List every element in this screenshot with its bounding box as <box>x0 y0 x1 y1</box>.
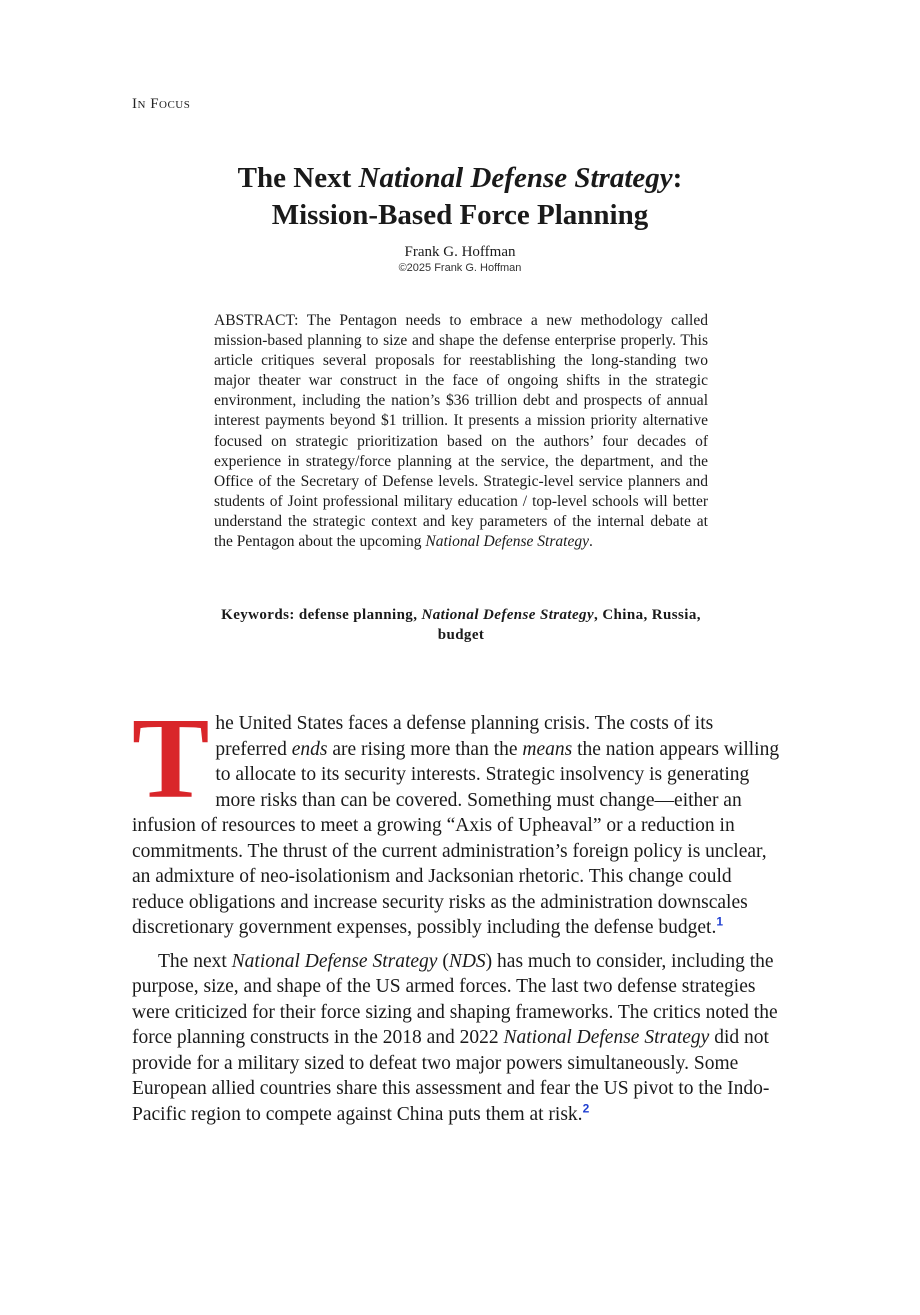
p2-text-3: ) has much to consider, including the purpose, size, and shape of the US armed forces. The last two defense strategies were criticized for their force sizing and shaping frameworks. The critics noted the force planning constructs in the 2018 and 2022 <box>132 950 778 1048</box>
abstract-text: ABSTRACT: The Pentagon needs to embrace a new methodology called mission-based planning to size and shape the defense enterprise properly. This article critiques several proposals for reestablishing the long-standing two major theater war construct in the face of ongoing shifts in the strategic environment, including the nation’s $36 trillion debt and prospects of annual interest payments beyond $1 trillion. It presents a mission priority alternative focused on strategic prioritization based on the authors’ four decades of experience in strategy/force planning at the service, the department, and the Office of the Secretary of Defense levels. Strategic-level service planners and students of Joint professional military education / top-level schools will better understand the strategic context and key parameters of the internal debate at the Pentagon about the upcoming <box>214 312 708 551</box>
article-title <box>0 160 920 234</box>
p1-text-1: he United States faces a defense planning crisis. The costs of its preferred <box>215 713 714 760</box>
title-line-2: Mission-Based Force Planning <box>271 199 649 231</box>
keywords <box>214 605 708 645</box>
abstract-end: . <box>588 533 593 551</box>
copyright-notice: ©2025 Frank G. Hoffman <box>398 262 522 274</box>
keywords-prefix: Keywords: defense planning, <box>221 607 422 623</box>
p1-text-2: are rising more than the <box>327 738 523 760</box>
title-prefix: The Next <box>237 162 359 194</box>
p2-text-1: The next <box>158 950 232 972</box>
p2-nds-abbr: NDS <box>448 950 486 972</box>
drop-cap: T <box>132 695 210 823</box>
article-body <box>132 695 786 1127</box>
p2-text-2: ( <box>437 950 449 972</box>
abstract <box>214 311 708 552</box>
p2-text-4: did not provide for a military sized to defeat two major powers simultaneously. Some European allied countries share this assessment and fear the US pivot to the Indo-Pacific region to compete against China puts them at risk. <box>132 1027 770 1125</box>
p1-text-3: the nation appears willing to allocate to its security interests. Strategic insolvency is generating more risks than can be covered. Something must change—either an infusion of resources to meet a growing “Axis of Upheaval” or a reduction in commitments. The thrust of the current administration’s foreign policy is unclear, an admixture of neo-isolationism and Jacksonian rhetoric. This change could reduce obligations and increase security risks as the administration downscales discretionary government expenses, possibly including the defense budget. <box>132 738 780 938</box>
section-label: In Focus <box>132 96 191 112</box>
paragraph-1 <box>132 695 786 941</box>
keywords-suffix: , China, Russia, budget <box>437 607 701 643</box>
footnote-link-2[interactable]: 2 <box>582 1101 590 1115</box>
p2-nds: National Defense Strategy <box>231 950 438 972</box>
abstract-italic: National Defense Strategy <box>425 533 589 551</box>
keywords-italic: National Defense Strategy <box>421 607 595 623</box>
p1-means: means <box>522 738 573 760</box>
title-line-1 <box>0 160 920 197</box>
author-name: Frank G. Hoffman <box>404 244 516 260</box>
paragraph-2 <box>132 949 786 1128</box>
p1-ends: ends <box>291 738 328 760</box>
title-suffix: : <box>672 162 683 194</box>
title-italic: National Defense Strategy <box>358 162 673 194</box>
footnote-link-1[interactable]: 1 <box>716 914 724 929</box>
p2-nds-2: National Defense Strategy <box>503 1027 710 1048</box>
